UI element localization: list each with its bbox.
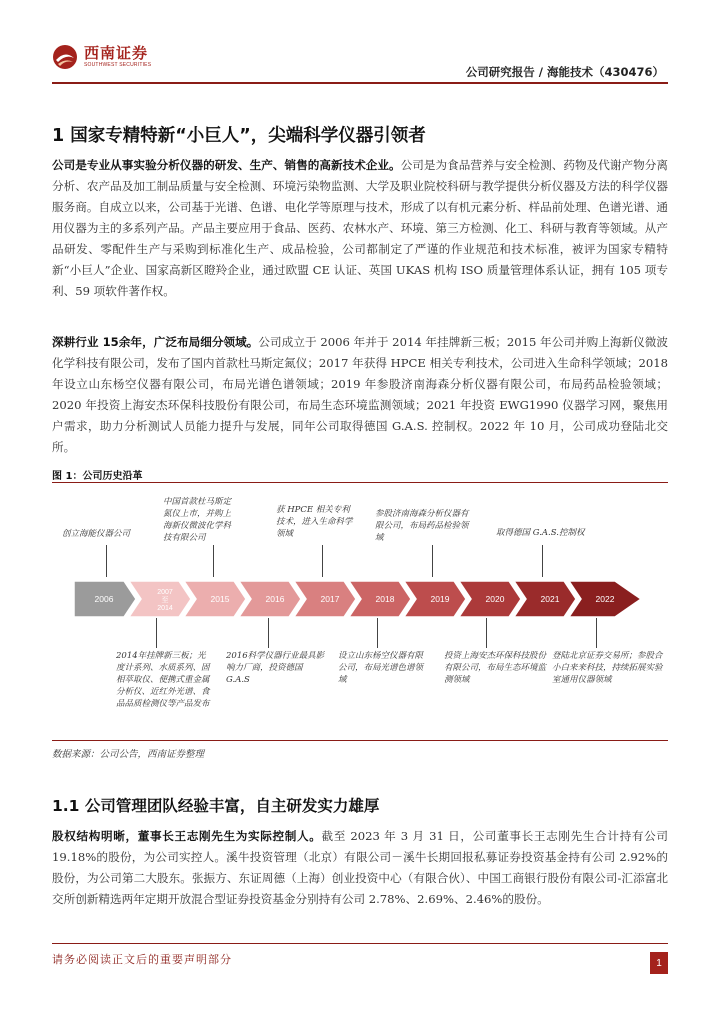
- paragraph-history: [52, 332, 668, 458]
- timeline-connector: [213, 545, 214, 577]
- timeline-year-label: 2007: [157, 589, 173, 596]
- timeline-connector: [106, 545, 107, 577]
- logo-mark-icon: [52, 44, 78, 70]
- timeline-note-2018: 设立山东杨空仪器有限公司，布局光谱色谱领域: [338, 651, 424, 685]
- timeline-note-2020: 投资上海安杰环保科技股份有限公司，布局生态环境监测领域: [444, 651, 547, 685]
- logo-english-name: SOUTHWEST SECURITIES: [84, 62, 152, 68]
- timeline-year-label: 2016: [265, 594, 285, 604]
- paragraph-ownership: [52, 826, 668, 910]
- timeline-connector: [268, 618, 269, 648]
- paragraph-body: 公司是为食品营养与安全检测、药物及代谢产物分离分析、农产品及加工制品质量与安全检测、环境污染物监测、大学及职业院校科研与教学提供分析仪器及方法的科学仪器服务商。自成立以来，公司基于光谱、色谱、电化学等原理与技术，形成了以有机元素分析、样品前处理、色谱光谱、通用仪器为主的多系列产品。产品主要应用于食品、医药、农林水产、环境、第三方检测、化工、科研与教育等领域。从产品研发、零配件生产与采购到标准化生产、成品检验，公司都制定了严谨的作业规范和技术标准，被评为国家专精特新“小巨人”企业、国家高新区瞪羚企业，通过欧盟 CE 认证、英国 UKAS 机构 ISO 质量管理体系认证，拥有 105 项专利、59 项软件著作权。: [52, 158, 668, 298]
- timeline-connector: [322, 545, 323, 577]
- footer-divider: [52, 943, 668, 944]
- timeline-year-label: 2015: [210, 594, 230, 604]
- page-number: 1: [650, 952, 668, 974]
- report-label: 公司研究报告 / 海能技术（430476）: [465, 65, 664, 79]
- timeline-year-label: 至: [161, 597, 169, 604]
- timeline-year-label: 2018: [375, 594, 395, 604]
- timeline-note-2015: 中国首款杜马斯定氮仪上市，并购上海新仪微波化学科技有限公司: [163, 497, 232, 543]
- timeline-year-label: 2021: [540, 594, 560, 604]
- timeline-connector: [486, 618, 487, 648]
- paragraph-company-intro: [52, 155, 668, 302]
- timeline-year-label: 2006: [94, 594, 114, 604]
- timeline-year-label: 2019: [430, 594, 450, 604]
- paragraph-body: 截至 2023 年 3 月 31 日，公司董事长王志刚先生合计持有公司 19.18%的股份，为公司实控人。溪牛投资管理（北京）有限公司－溪牛长期回报私募证券投资基金持有公司 2.92%的股份，为公司第二大股东。张振方、东证周德（上海）创业投资中心（有限合伙）、中国工商银行股份有限公司-汇添富北交所创新精选两年定期开放混合型证券投资基金分别持有公司 2.78%、2.69%、2.46%的股份。: [52, 829, 668, 906]
- timeline-year-label: 2017: [320, 594, 340, 604]
- section-1-title: 1 国家专精特新“小巨人”，尖端科学仪器引领者: [52, 126, 426, 146]
- figure-top-rule: [52, 482, 668, 483]
- timeline-note-2021: 取得德国 G.A.S.控制权: [496, 528, 585, 538]
- timeline-note-2006: 创立海能仪器公司: [62, 529, 131, 539]
- timeline-note-2022: 登陆北京证券交易所；参股合小白来来科技，持续拓展实验室通用仪器领域: [552, 651, 663, 685]
- timeline-connector: [432, 545, 433, 577]
- paragraph-lead: 公司是专业从事实验分析仪器的研发、生产、销售的高新技术企业。: [52, 158, 401, 172]
- timeline-note-2017: 获 HPCE 相关专利技术，进入生命科学领域: [276, 505, 353, 539]
- timeline-connector: [377, 618, 378, 648]
- figure-source: 数据来源：公司公告，西南证券整理: [52, 749, 205, 760]
- paragraph-body: 公司成立于 2006 年并于 2014 年挂牌新三板；2015 年公司并购上海新仪微波化学科技有限公司，发布了国内首款杜马斯定氮仪；2017 年获得 HPCE 相关专利技术，公司进入生命科学领域；2018 年设立山东杨空仪器有限公司，布局光谱色谱领域；2019 年参股济南海森分析仪器有限公司，布局药品检验领域；2020 年投资上海安杰环保科技股份有限公司，布局生态环境监测领域；2021 年投资 EWG1990 仪器学习网，聚焦用户需求，助力分析测试人员能力提升与发展，同年公司取得德国 G.A.S. 控制权。2022 年 10 月，公司成功登陆北交所。: [52, 335, 668, 454]
- logo-chinese-name: 西南证券: [84, 44, 149, 62]
- timeline-arrow: [74, 578, 654, 620]
- timeline-year-label: 2020: [485, 594, 505, 604]
- paragraph-lead: 深耕行业 15余年，广泛布局细分领域。: [52, 335, 259, 349]
- timeline-year-label: 2022: [595, 594, 615, 604]
- figure-title: 图 1：公司历史沿革: [52, 471, 143, 482]
- timeline-connector: [596, 618, 597, 648]
- section-1-1-title: 1.1 公司管理团队经验丰富，自主研发实力雄厚: [52, 797, 380, 815]
- timeline-note-2014: 2014年挂牌新三板；光度计系列、水质系列、固相萃取仪、便携式重金属分析仪、近红外光谱、食品品质检测仪等产品发布: [116, 651, 210, 709]
- company-logo: [52, 44, 151, 70]
- header-divider: [52, 82, 668, 84]
- timeline-connector: [542, 545, 543, 577]
- figure-bottom-rule: [52, 740, 668, 741]
- footer-disclaimer: 请务必阅读正文后的重要声明部分: [52, 953, 232, 966]
- timeline-note-2019: 参股济南海森分析仪器有限公司，布局药品检验领域: [375, 509, 469, 543]
- paragraph-lead: 股权结构明晰，董事长王志刚先生为实际控制人。: [52, 829, 322, 843]
- timeline-note-2016: 2016科学仪器行业最具影响力厂商，投资德国 G.A.S: [226, 651, 325, 685]
- timeline-connector: [156, 618, 157, 648]
- timeline-year-label: 2014: [157, 605, 173, 612]
